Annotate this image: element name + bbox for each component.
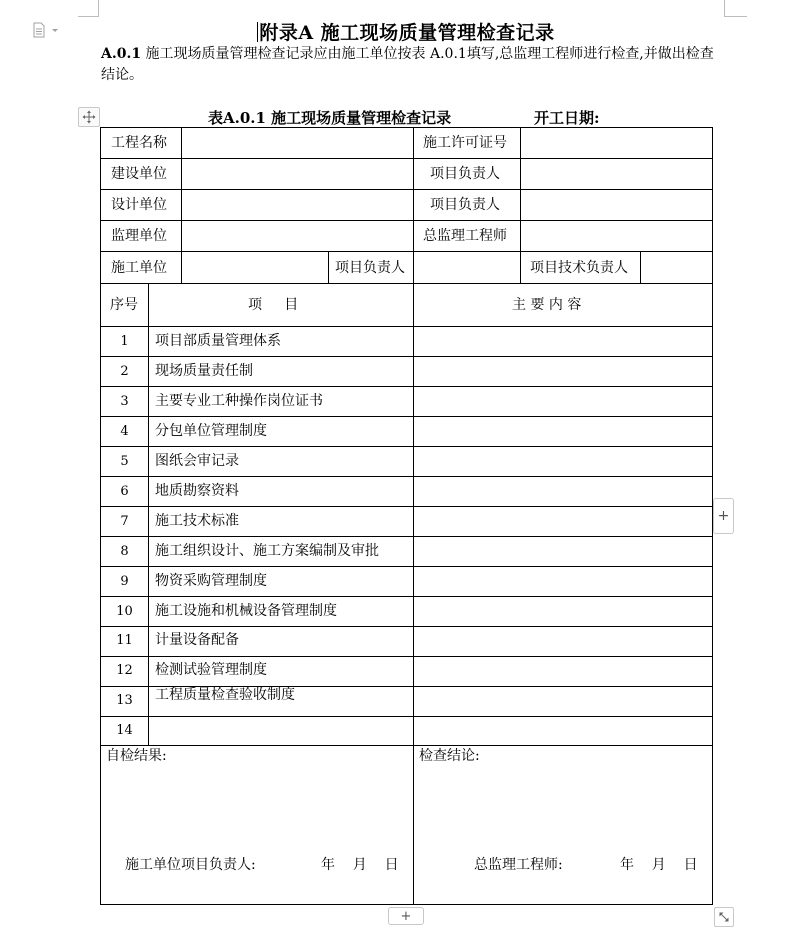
supervision-unit-value[interactable] — [182, 221, 412, 251]
item-name: 计量设备配备 — [155, 632, 239, 648]
column-header-item: 项 目 — [248, 297, 299, 313]
item-name: 施工设施和机械设备管理制度 — [155, 603, 337, 619]
table-border — [100, 904, 713, 905]
clause-number: A.0.1 — [101, 46, 142, 62]
project-name-label: 工程名称 — [111, 135, 167, 151]
table-resize-handle[interactable] — [714, 907, 734, 927]
signature-date-right: 年 月 日 — [620, 857, 698, 873]
row-number: 7 — [120, 514, 129, 529]
move-arrows-icon — [82, 110, 96, 124]
item-name: 项目部质量管理体系 — [155, 333, 281, 349]
permit-no-value[interactable] — [521, 128, 711, 158]
table-rule — [100, 596, 713, 597]
table-rule — [328, 251, 329, 283]
item-name: 分包单位管理制度 — [155, 423, 267, 439]
table-rule — [100, 536, 713, 537]
check-conclusion-label: 检查结论: — [419, 748, 480, 764]
table-rule — [100, 416, 713, 417]
row-number: 4 — [120, 424, 129, 439]
project-leader-value[interactable] — [521, 159, 711, 189]
design-unit-label: 设计单位 — [111, 197, 167, 213]
add-column-button[interactable]: + — [713, 498, 734, 534]
row-number: 11 — [116, 633, 133, 648]
project-leader-label: 项目负责人 — [335, 260, 405, 276]
item-name: 工程质量检查验收制度 — [155, 687, 295, 703]
item-name: 施工组织设计、施工方案编制及审批 — [155, 543, 379, 559]
tech-leader-value[interactable] — [641, 252, 711, 283]
table-rule — [100, 745, 713, 746]
chief-supervisor-value[interactable] — [521, 221, 711, 251]
table-rule — [100, 716, 713, 717]
row-number: 14 — [116, 723, 133, 738]
table-rule — [100, 476, 713, 477]
item-name: 检测试验管理制度 — [155, 662, 267, 678]
column-header-content: 主 要 内 容 — [512, 297, 582, 313]
supervision-unit-label: 监理单位 — [111, 228, 167, 244]
project-leader-label: 项目负责人 — [430, 197, 500, 213]
intro-paragraph — [101, 44, 723, 86]
construction-unit-value[interactable] — [182, 159, 412, 189]
start-date-label: 开工日期: — [534, 109, 600, 127]
design-unit-value[interactable] — [182, 190, 412, 220]
row-number: 5 — [120, 454, 129, 469]
item-name: 主要专业工种操作岗位证书 — [155, 393, 323, 409]
intro-text: 施工现场质量管理检查记录应由施工单位按表 A.0.1填写,总监理工程师进行检查,并做出检查结论。 — [101, 46, 714, 83]
table-rule — [413, 127, 414, 252]
signature-date-left: 年 月 日 — [321, 857, 399, 873]
resize-diagonal-icon — [718, 911, 730, 923]
item-name: 物资采购管理制度 — [155, 573, 267, 589]
row-number: 8 — [120, 544, 129, 559]
contractor-signer-label: 施工单位项目负责人: — [125, 857, 256, 873]
self-check-label: 自检结果: — [106, 748, 167, 764]
table-rule — [413, 283, 414, 905]
table-move-handle[interactable] — [78, 107, 100, 127]
project-name-value[interactable] — [182, 128, 412, 158]
column-header-seq: 序号 — [110, 297, 138, 313]
permit-no-label: 施工许可证号 — [423, 135, 507, 151]
row-number: 1 — [120, 334, 129, 349]
row-number: 9 — [120, 574, 129, 589]
row-number: 12 — [116, 663, 133, 678]
table-rule — [148, 283, 149, 745]
table-rule — [100, 626, 713, 627]
construction-unit-label: 建设单位 — [111, 166, 167, 182]
item-name: 现场质量责任制 — [155, 363, 253, 379]
document-icon[interactable] — [32, 22, 60, 38]
contractor-unit-label: 施工单位 — [111, 260, 167, 276]
table-rule — [100, 506, 713, 507]
row-number: 10 — [116, 604, 133, 619]
row-number: 6 — [120, 484, 129, 499]
table-rule — [100, 386, 713, 387]
page-corner-top-left — [78, 0, 99, 17]
supervisor-signer-label: 总监理工程师: — [474, 857, 563, 873]
row-number: 2 — [120, 364, 129, 379]
item-name: 地质勘察资料 — [155, 483, 239, 499]
table-rule — [100, 326, 713, 327]
table-caption-title: 表A.0.1 施工现场质量管理检查记录 — [208, 109, 452, 127]
chief-supervisor-label: 总监理工程师 — [423, 228, 507, 244]
table-rule — [100, 566, 713, 567]
row-number: 13 — [116, 693, 133, 708]
page-corner-top-right — [724, 0, 747, 17]
project-leader-label: 项目负责人 — [430, 166, 500, 182]
table-rule — [100, 656, 713, 657]
row-number: 3 — [120, 394, 129, 409]
item-name: 图纸会审记录 — [155, 453, 239, 469]
add-row-button[interactable]: + — [388, 907, 424, 925]
contractor-unit-value[interactable] — [182, 252, 328, 283]
project-leader-value[interactable] — [414, 252, 520, 283]
table-rule — [520, 251, 521, 283]
table-rule — [100, 356, 713, 357]
table-rule — [100, 446, 713, 447]
page-title: 附录A 施工现场质量管理检查记录 — [259, 22, 555, 44]
table-rule — [100, 283, 713, 284]
tech-leader-label: 项目技术负责人 — [530, 260, 628, 276]
project-leader-value[interactable] — [521, 190, 711, 220]
item-name: 施工技术标准 — [155, 513, 239, 529]
